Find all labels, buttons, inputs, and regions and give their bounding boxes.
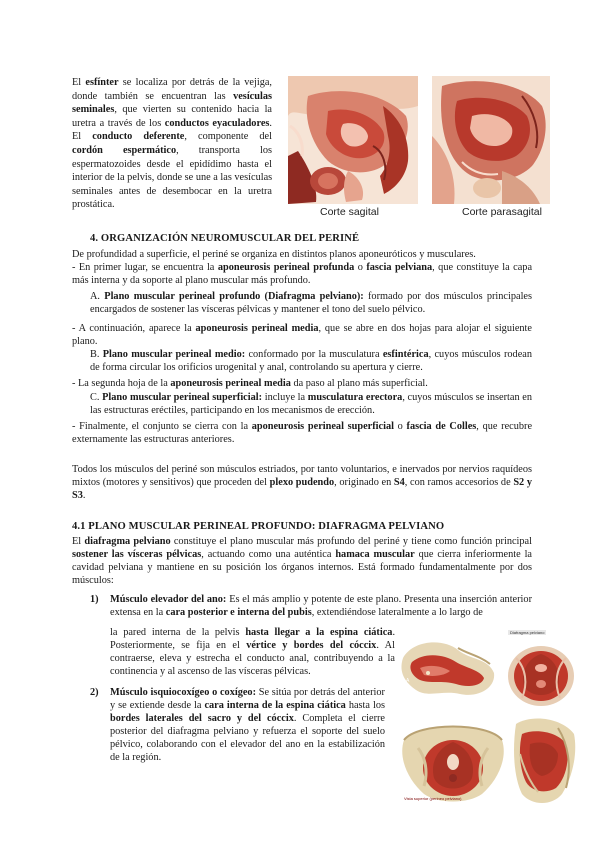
- intro-paragraph: [72, 76, 272, 212]
- section-4-paragraph-4: - Finalmente, el conjunto se cierra con la aponeurosis perineal superficial o fascia de Colles, que recubre externamente las estructuras anteriores.: [72, 421, 533, 446]
- muscle-1-description-rest: la pared interna de la pelvis hasta llegar a la espina ciática. Posteriormente, se fija en el vértice y bordes del cóccix. Al contraerse, eleva y estrecha el conducto anal, contribuyendo a la continencia y al ascenso de las vísceras pélvicas.: [110, 627, 396, 678]
- section-4-item-C: C. Plano muscular perineal superficial: incluye la musculatura erectora, cuyos músculos se insertan en las estructuras eréctiles, participando en los mecanismos de erección.: [90, 392, 532, 417]
- muscle-1-number: 1): [90, 594, 99, 605]
- intro-line: cordón espermático, transporta los: [72, 144, 272, 156]
- pelvic-diaphragm-inferior-illustration: [398, 718, 508, 806]
- intro-line: El esfínter se localiza por detrás de la vejiga,: [72, 77, 272, 88]
- muscle-1-description-top: Músculo elevador del ano: Es el más amplio y potente de este plano. Presenta una inserción anterior extensa en la cara posterior e interna del pubis, extendiéndose lateralmente a lo largo de: [110, 594, 532, 619]
- levator-ani-lateral-illustration: [398, 628, 498, 710]
- pelvic-floor-superior-illustration: [506, 628, 576, 710]
- sagittal-section-illustration: [288, 76, 418, 204]
- section-4-item-B: B. Plano muscular perineal medio: conformado por la musculatura esfintérica, cuyos músculos rodean de forma circular los orificios urogenital y anal, controlando su apertura y cierre.: [90, 349, 532, 374]
- section-4-1-intro: El diafragma pelviano constituye el plano muscular más profundo del periné y tiene como función principal sostener las vísceras pélvicas, actuando como una auténtica hamaca muscular que cierra inferiormente la cavidad pelviana y mantiene en su posición los órganos internos. Está formado fundamentalmente por dos músculos:: [72, 536, 532, 587]
- intro-line: El conducto deferente, componente del: [72, 131, 272, 143]
- parasagittal-section-illustration: [432, 76, 550, 204]
- intro-line: uretra a través de los conductos eyaculadores.: [72, 117, 272, 129]
- intro-line: seminales antes de desembocar en la uretra: [72, 185, 272, 197]
- intro-line: seminales, que vierten su contenido hacia la: [72, 104, 272, 116]
- caption-sagittal: Corte sagital: [320, 206, 379, 218]
- figure-tag-bottom: Vista superior (perineo pelviano): [404, 796, 462, 801]
- intro-line: interior de la pelvis, donde se une a las vesículas: [72, 172, 273, 184]
- intro-line: prostática.: [72, 199, 115, 211]
- muscle-2-description: Músculo isquiocoxígeo o coxígeo: Se sitúa por detrás del anterior y se extiende desde la cara interna de la espina ciática hasta los bordes laterales del sacro y del cóccix. Completa el cierre posterior del diafragma pelviano y refuerza el soporte del suelo pélvico, colaborando con el elevador del ano en la estabilización de la región.: [110, 687, 386, 764]
- intro-line: espermatozoides desde el epidídimo hasta el: [72, 158, 272, 170]
- section-4-paragraph-2: - A continuación, aparece la aponeurosis perineal media, que se abre en dos hojas para alojar el siguiente plano.: [72, 323, 532, 348]
- section-4-paragraph-5: Todos los músculos del periné son músculos estriados, por tanto voluntarios, e inervados por nervios raquídeos mixtos (motores y sensitivos) que proceden del plexo pudendo, originado en S4, con ramos accesorios de S2 y S3.: [72, 464, 532, 502]
- section-4-item-A: A. Plano muscular perineal profundo (Diafragma pelviano): formado por dos músculos principales encargados de sostener las vísceras pélvicas y mantener el tono del suelo pélvico.: [90, 291, 533, 316]
- section-4-heading: 4. ORGANIZACIÓN NEUROMUSCULAR DEL PERINÉ: [90, 233, 360, 244]
- section-4-paragraph-3: - La segunda hoja de la aponeurosis perineal media da paso al plano más superficial.: [72, 378, 428, 389]
- section-4-paragraph-1: - En primer lugar, se encuentra la aponeurosis perineal profunda o fascia pelviana, que constituye la capa más interna y da soporte al plano muscular más profundo.: [72, 262, 533, 287]
- pelvic-diaphragm-oblique-illustration: [512, 714, 578, 808]
- intro-line: donde también se encuentran las vesículas: [72, 90, 272, 102]
- muscle-2-number: 2): [90, 687, 99, 698]
- caption-parasagittal: Corte parasagital: [462, 206, 542, 218]
- section-4-1-heading: 4.1 PLANO MUSCULAR PERINEAL PROFUNDO: DIAFRAGMA PELVIANO: [72, 521, 445, 532]
- svg-text:A: A: [406, 678, 410, 684]
- section-4-intro: De profundidad a superficie, el periné se organiza en distintos planos aponeuróticos y musculares.: [72, 249, 476, 260]
- figure-tag-top: Diafragma pelviano: [510, 630, 545, 635]
